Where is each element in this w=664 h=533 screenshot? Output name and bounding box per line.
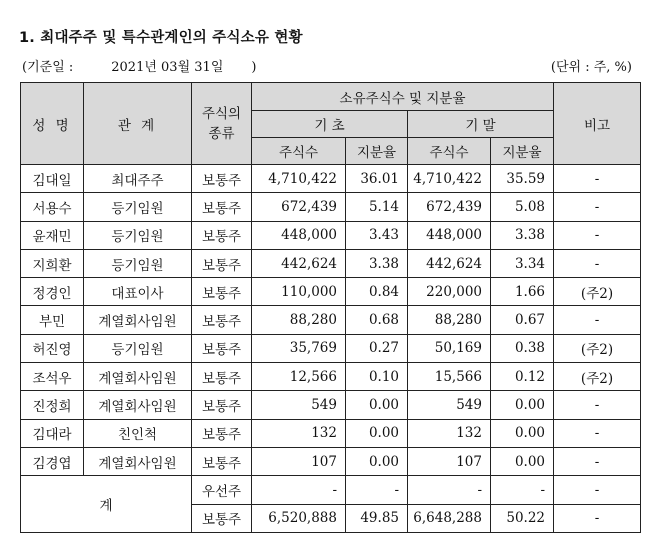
cell-relation: 최대주주: [84, 165, 192, 193]
cell-name: 윤재민: [21, 221, 84, 249]
header-stock-type-line2: 종류: [208, 125, 235, 142]
cell-type: 보통주: [192, 504, 252, 532]
cell-note: -: [554, 391, 641, 419]
cell-end-shares: -: [408, 476, 491, 504]
header-ownership: 소유주식수 및 지분율: [252, 83, 554, 111]
cell-relation: 대표이사: [84, 278, 192, 306]
cell-end-shares: 549: [408, 391, 491, 419]
cell-start-ratio: 0.00: [346, 419, 408, 447]
cell-relation: 계열회사임원: [84, 391, 192, 419]
cell-start-ratio: 36.01: [346, 165, 408, 193]
base-date-value: 2021년 03월 31일: [111, 60, 224, 75]
cell-end-ratio: 35.59: [491, 165, 554, 193]
cell-relation: 등기임원: [84, 221, 192, 249]
header-end-shares: 주식수: [408, 138, 491, 165]
header-name: 성 명: [21, 83, 84, 165]
cell-note: (주2): [554, 363, 641, 391]
cell-end-shares: 15,566: [408, 363, 491, 391]
cell-type: 보통주: [192, 278, 252, 306]
cell-start-ratio: -: [346, 476, 408, 504]
cell-end-ratio: 0.38: [491, 334, 554, 362]
cell-start-ratio: 0.10: [346, 363, 408, 391]
cell-start-shares: 448,000: [252, 221, 346, 249]
cell-name: 조석우: [21, 363, 84, 391]
cell-end-shares: 442,624: [408, 249, 491, 277]
table-row: [21, 165, 641, 193]
cell-end-ratio: 50.22: [491, 504, 554, 532]
cell-note: -: [554, 419, 641, 447]
cell-relation: 등기임원: [84, 334, 192, 362]
cell-relation: 계열회사임원: [84, 306, 192, 334]
cell-start-ratio: 0.00: [346, 391, 408, 419]
cell-start-ratio: 49.85: [346, 504, 408, 532]
cell-end-ratio: 5.08: [491, 193, 554, 221]
cell-end-ratio: -: [491, 476, 554, 504]
cell-start-ratio: 0.00: [346, 447, 408, 475]
cell-start-shares: 6,520,888: [252, 504, 346, 532]
cell-end-ratio: 3.38: [491, 221, 554, 249]
cell-end-shares: 50,169: [408, 334, 491, 362]
cell-end-ratio: 0.67: [491, 306, 554, 334]
cell-end-shares: 448,000: [408, 221, 491, 249]
cell-note: -: [554, 193, 641, 221]
cell-start-shares: 110,000: [252, 278, 346, 306]
cell-type: 우선주: [192, 476, 252, 504]
table-row: [21, 221, 641, 249]
base-date-close: ): [251, 60, 257, 75]
cell-start-shares: 107: [252, 447, 346, 475]
cell-end-shares: 107: [408, 447, 491, 475]
cell-relation: 친인척: [84, 419, 192, 447]
cell-note: -: [554, 221, 641, 249]
table-row: [21, 447, 641, 475]
cell-end-shares: 88,280: [408, 306, 491, 334]
cell-start-shares: 35,769: [252, 334, 346, 362]
header-start-shares: 주식수: [252, 138, 346, 165]
cell-type: 보통주: [192, 334, 252, 362]
cell-end-shares: 132: [408, 419, 491, 447]
cell-start-ratio: 3.38: [346, 249, 408, 277]
cell-end-shares: 672,439: [408, 193, 491, 221]
cell-end-ratio: 3.34: [491, 249, 554, 277]
cell-note: (주2): [554, 278, 641, 306]
table-row: [21, 278, 641, 306]
cell-start-ratio: 0.27: [346, 334, 408, 362]
cell-note: (주2): [554, 334, 641, 362]
cell-end-ratio: 0.00: [491, 419, 554, 447]
table-row: [21, 306, 641, 334]
cell-start-shares: 12,566: [252, 363, 346, 391]
cell-start-ratio: 3.43: [346, 221, 408, 249]
cell-type: 보통주: [192, 221, 252, 249]
cell-start-shares: 4,710,422: [252, 165, 346, 193]
header-end-ratio: 지분율: [491, 138, 554, 165]
table-row: [21, 391, 641, 419]
cell-name: 서용수: [21, 193, 84, 221]
table-row: [21, 249, 641, 277]
cell-start-shares: 549: [252, 391, 346, 419]
table-row: [21, 419, 641, 447]
header-note: 비고: [554, 83, 641, 165]
cell-type: 보통주: [192, 249, 252, 277]
cell-type: 보통주: [192, 447, 252, 475]
cell-end-ratio: 1.66: [491, 278, 554, 306]
cell-start-shares: 672,439: [252, 193, 346, 221]
cell-start-shares: -: [252, 476, 346, 504]
table-row: [21, 334, 641, 362]
cell-type: 보통주: [192, 165, 252, 193]
cell-end-ratio: 0.12: [491, 363, 554, 391]
total-row-preferred: [21, 476, 641, 504]
header-relation: 관 계: [84, 83, 192, 165]
cell-start-shares: 132: [252, 419, 346, 447]
cell-end-shares: 220,000: [408, 278, 491, 306]
cell-start-ratio: 0.84: [346, 278, 408, 306]
table-row: [21, 193, 641, 221]
cell-note: -: [554, 165, 641, 193]
base-date-line: [22, 56, 256, 75]
cell-type: 보통주: [192, 306, 252, 334]
cell-note: -: [554, 447, 641, 475]
cell-note: -: [554, 249, 641, 277]
cell-name: 김대라: [21, 419, 84, 447]
base-date-label: (기준일 :: [22, 60, 74, 75]
cell-end-ratio: 0.00: [491, 391, 554, 419]
header-start-ratio: 지분율: [346, 138, 408, 165]
cell-name: 지희환: [21, 249, 84, 277]
cell-name: 부민: [21, 306, 84, 334]
cell-type: 보통주: [192, 391, 252, 419]
cell-start-shares: 442,624: [252, 249, 346, 277]
header-period-start: 기 초: [252, 111, 408, 138]
cell-relation: 등기임원: [84, 193, 192, 221]
cell-relation: 등기임원: [84, 249, 192, 277]
cell-name: 정경인: [21, 278, 84, 306]
cell-start-ratio: 5.14: [346, 193, 408, 221]
cell-relation: 계열회사임원: [84, 363, 192, 391]
cell-name: 진정희: [21, 391, 84, 419]
cell-name: 김경엽: [21, 447, 84, 475]
cell-end-shares: 6,648,288: [408, 504, 491, 532]
header-period-end: 기 말: [408, 111, 554, 138]
header-stock-type-line1: 주식의: [201, 105, 242, 122]
cell-note: -: [554, 476, 641, 504]
cell-name: 허진영: [21, 334, 84, 362]
cell-relation: 계열회사임원: [84, 447, 192, 475]
cell-end-ratio: 0.00: [491, 447, 554, 475]
cell-type: 보통주: [192, 363, 252, 391]
unit-label: (단위 : 주, %): [550, 60, 632, 75]
table-row: [21, 363, 641, 391]
cell-note: -: [554, 504, 641, 532]
cell-type: 보통주: [192, 193, 252, 221]
cell-end-shares: 4,710,422: [408, 165, 491, 193]
cell-type: 보통주: [192, 419, 252, 447]
shareholding-table: [20, 82, 641, 533]
section-title: 1. 최대주주 및 특수관계인의 주식소유 현황: [19, 30, 303, 46]
header-stock-type: [192, 83, 252, 165]
cell-start-shares: 88,280: [252, 306, 346, 334]
cell-start-ratio: 0.68: [346, 306, 408, 334]
cell-note: -: [554, 306, 641, 334]
cell-name: 김대일: [21, 165, 84, 193]
total-label: 계: [21, 476, 192, 533]
